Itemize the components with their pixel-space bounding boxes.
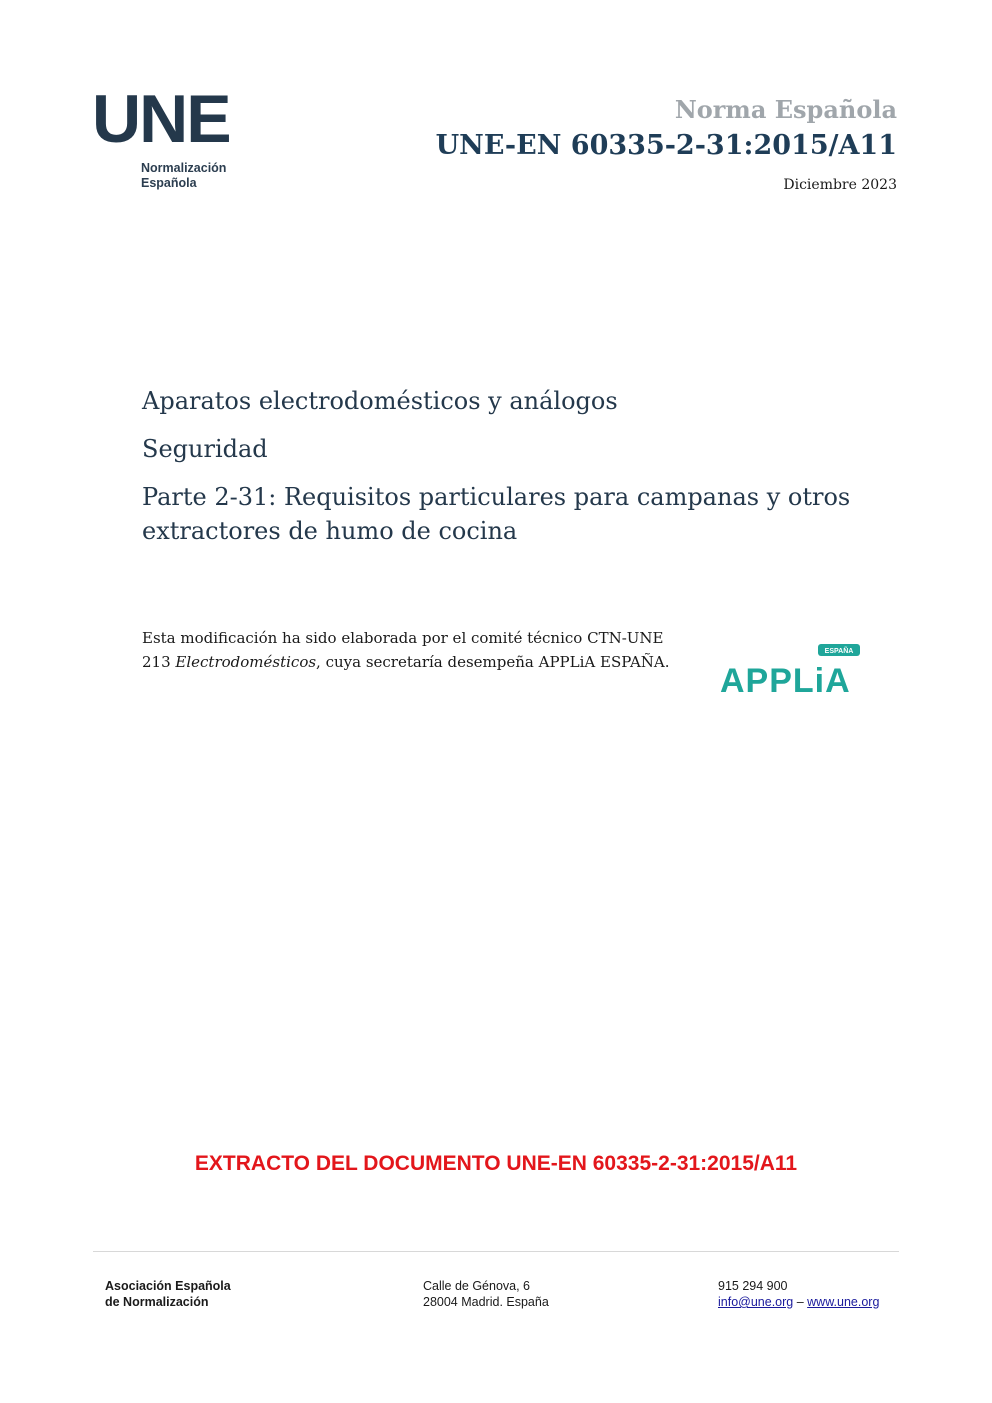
title-secondary: Seguridad bbox=[142, 435, 268, 463]
footer-address bbox=[423, 1278, 549, 1310]
extract-notice: EXTRACTO DEL DOCUMENTO UNE-EN 60335-2-31:2015/A11 bbox=[194, 1152, 798, 1175]
norm-date: Diciembre 2023 bbox=[783, 177, 897, 193]
title-part: Parte 2-31: Requisitos particulares para campanas y otros extractores de humo de cocina bbox=[142, 483, 851, 545]
applia-logo-mark bbox=[718, 640, 868, 700]
une-logo-line1: Normalización bbox=[141, 161, 227, 175]
committee-text-before: Esta modificación ha sido elaborada por el comité técnico CTN-UNE 213 bbox=[142, 629, 664, 671]
footer-separator: – bbox=[793, 1295, 808, 1309]
footer-email-link[interactable]: info@une.org bbox=[718, 1295, 794, 1309]
footer-organization bbox=[105, 1278, 231, 1310]
footer-divider bbox=[93, 1251, 899, 1252]
footer-addr-line2: 28004 Madrid. España bbox=[423, 1295, 549, 1309]
une-logo-subtitle bbox=[141, 161, 226, 191]
une-logo-line2: Española bbox=[141, 176, 197, 190]
une-logo-letters: UNE bbox=[92, 88, 230, 148]
une-logo-mark bbox=[92, 88, 252, 148]
committee-statement bbox=[142, 626, 682, 674]
document-titles bbox=[142, 384, 902, 548]
footer-org-line2: de Normalización bbox=[105, 1295, 209, 1309]
footer-contact bbox=[718, 1278, 879, 1310]
applia-logo-text: APPLiA bbox=[720, 662, 851, 700]
footer-website-link[interactable]: www.une.org bbox=[807, 1295, 880, 1309]
applia-badge-text: ESPAÑA bbox=[824, 648, 854, 655]
footer-org-line1: Asociación Española bbox=[105, 1279, 231, 1293]
footer-addr-line1: Calle de Génova, 6 bbox=[423, 1279, 531, 1293]
committee-name: Electrodomésticos bbox=[175, 653, 317, 671]
norm-code: UNE-EN 60335-2-31:2015/A11 bbox=[435, 130, 897, 161]
norm-kind: Norma Española bbox=[674, 95, 897, 124]
title-main: Aparatos electrodomésticos y análogos bbox=[142, 387, 618, 415]
footer-links bbox=[718, 1294, 879, 1310]
footer-phone: 915 294 900 bbox=[718, 1279, 788, 1293]
applia-logo bbox=[718, 640, 868, 700]
committee-text-after: , cuya secretaría desempeña APPLiA ESPAÑA. bbox=[316, 653, 670, 671]
